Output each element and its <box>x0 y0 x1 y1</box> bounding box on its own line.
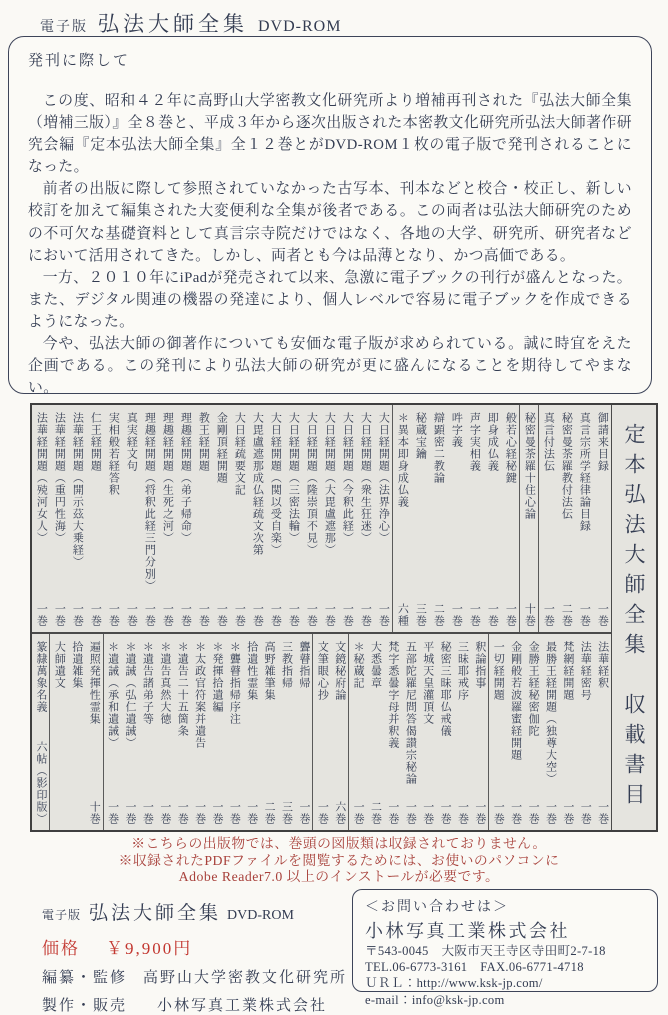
work-title: 声字実相義 <box>468 412 481 472</box>
catalog-row-top <box>32 405 611 632</box>
work-title: 般若心経秘鍵 <box>504 412 517 484</box>
volume-count: 一巻 <box>596 603 609 627</box>
work-title: 真言付法伝 <box>542 412 555 472</box>
product-line <box>42 898 347 925</box>
note-line: ※こちらの出版物では、巻頭の図版類は収録されておりません。 <box>131 836 547 851</box>
catalog-entry <box>331 634 348 830</box>
catalog-entry <box>158 405 176 632</box>
work-title: 大毘盧遮那成仏経疏文次第 <box>251 412 264 556</box>
note-line: ※収録されたPDFファイルを閲覧するためには、お使いのパソコンに <box>118 852 560 868</box>
volume-count: 一巻 <box>542 603 555 627</box>
catalog-entry <box>140 405 158 632</box>
preface-paragraph: 今や、弘法大師の御著作についても安価な電子版が求められている。誠に時宜をえた企画である。この発刊により弘法大師の研究が更に盛んになることを期待してやまない。 <box>28 336 632 397</box>
work-title: 真実経文句 <box>125 412 138 472</box>
catalog-entry <box>173 634 190 830</box>
volume-count: 一巻 <box>210 801 223 825</box>
catalog-entry <box>225 634 242 830</box>
preface-paragraph: 一方、２０１０年にiPadが発売されて以来、急激に電子ブックの刊行が盛んとなった。また、デジタル関連の機器の発達により、個人レベルで容易に電子ブックを作成できるようになった。 <box>28 269 632 330</box>
catalog-group <box>50 634 103 830</box>
work-title: 高野雑筆集 <box>263 641 276 701</box>
volume-count: 二巻 <box>263 801 276 825</box>
work-title: 秘密曼荼羅十住心論 <box>523 412 536 520</box>
work-title: 五部陀羅尼問答偈讃宗秘論 <box>404 641 417 785</box>
work-title: 文鏡秘府論 <box>333 641 346 701</box>
catalog-entry <box>393 405 411 632</box>
catalog-entry <box>374 405 392 632</box>
work-title: 大日経開題（隆崇頂不見） <box>305 412 318 556</box>
preface-heading: 発刊に際して <box>28 53 131 69</box>
work-title: 大日経開題（今釈此経） <box>341 412 354 544</box>
volume-count: 一巻 <box>352 801 365 825</box>
catalog-entry <box>471 634 488 830</box>
contact-company: 小林写真工業株式会社 <box>365 921 570 941</box>
catalog-entry <box>278 634 295 830</box>
volume-count: 一巻 <box>251 603 264 627</box>
volume-count: 一巻 <box>179 603 192 627</box>
media-label: DVD-ROM <box>258 18 342 35</box>
volume-count: 一巻 <box>579 801 592 825</box>
catalog-entry <box>453 634 470 830</box>
volume-count: 一巻 <box>233 603 246 627</box>
preface-paragraph: この度、昭和４２年に高野山大学密教文化研究所より増補再刊された『弘法大師全集（増補三版）』全８巻と、平成３年から逐次出版された本密教文化研究所弘法大師著作研究会編『定本弘法大師全集』全１２巻とがDVD-ROM１枚の電子版で発刊されることになった。 <box>28 93 632 176</box>
volume-count: 一巻 <box>596 801 609 825</box>
catalog-group <box>489 634 611 830</box>
catalog-entry <box>208 634 225 830</box>
work-title: 三教指帰 <box>280 641 293 689</box>
volume-count: 一巻 <box>89 603 102 627</box>
catalog-title: 定本弘法大師全集 収載書目 <box>622 422 646 813</box>
volume-count: 一巻 <box>141 801 154 825</box>
volume-count: 一巻 <box>197 603 210 627</box>
work-title: 御請来目録 <box>596 412 609 472</box>
work-title: 理趣経開題（弟子帰命） <box>179 412 192 544</box>
volume-count: 一巻 <box>161 603 174 627</box>
preface-box <box>8 36 652 397</box>
volume-count: 一巻 <box>386 801 399 825</box>
work-title: ＊聾瞽指帰序注 <box>228 641 241 725</box>
catalog-entry <box>194 405 212 632</box>
work-title: 理趣経開題（将釈此経三門分別） <box>143 412 156 592</box>
contact-box <box>352 889 658 1007</box>
volume-count: 一巻 <box>228 801 241 825</box>
credit-name: 小林写真工業株式会社 <box>157 998 328 1014</box>
catalog-group <box>104 634 314 830</box>
work-title: 大日経疏要文記 <box>233 412 246 496</box>
work-title: ＊遺告諸弟子等 <box>141 641 154 725</box>
catalog-rows <box>32 405 611 830</box>
volume-count: 一巻 <box>404 801 417 825</box>
catalog-entry <box>429 405 447 632</box>
catalog-group <box>539 405 611 632</box>
work-title: ＊遺誡（弘仁遺誡） <box>124 641 137 749</box>
catalog-entry <box>447 405 465 632</box>
catalog-entry <box>68 405 86 632</box>
work-title: ＊発揮拾遺編 <box>210 641 223 713</box>
work-title: 大日経開題（関以受自楽） <box>269 412 282 556</box>
credit-name: 高野山大学密教文化研究所 <box>143 970 348 986</box>
media-label: DVD-ROM <box>227 908 294 923</box>
work-title: 秘密曼荼羅教付法伝 <box>560 412 573 520</box>
preface-paragraph: 前者の出版に際して参照されていなかった古写本、刊本などと校合・校正し、新しい校訂を加えて編集された大変便利な全集が後者である。この両者は弘法大師研究のための不可欠な基礎資料として真言宗寺院だけではなく、各地の大学、研究所、研究者などにおいて活用されてきた。しかし、両者とも今は品薄となり、かつ高価である。 <box>28 181 632 264</box>
work-title: 大日経開題（大毘盧遮那） <box>323 412 336 556</box>
catalog-entry <box>243 634 260 830</box>
work-title: 拾遺性霊集 <box>245 641 258 701</box>
volume-count: 二巻 <box>369 801 382 825</box>
catalog-entry <box>411 405 429 632</box>
work-title: 釈論指事 <box>473 641 486 689</box>
catalog-entry <box>121 634 138 830</box>
catalog-entry <box>384 634 401 830</box>
work-title: 法華経開題（殑河女人） <box>35 412 48 544</box>
catalog-entry <box>465 405 483 632</box>
catalog-table <box>30 403 658 832</box>
work-title: ＊遺告真然大徳 <box>158 641 171 725</box>
contact-url: ＵＲＬ：http://www.ksk-jp.com/ <box>365 976 543 991</box>
work-title: 法華経釈 <box>596 641 609 689</box>
catalog-entry <box>86 405 104 632</box>
work-title: 大師遺文 <box>53 641 66 689</box>
catalog-entry <box>295 634 312 830</box>
work-title: 文筆眼心抄 <box>316 641 329 701</box>
catalog-entry <box>524 634 541 830</box>
edition-label: 電子版 <box>40 20 88 35</box>
credit-line <box>42 994 347 1015</box>
volume-count: 一巻 <box>176 801 189 825</box>
volume-count: 一巻 <box>143 603 156 627</box>
catalog-entry <box>575 405 593 632</box>
work-title: ＊太政官符案并遺告 <box>193 641 206 749</box>
catalog-group <box>393 405 520 632</box>
catalog-entry <box>260 634 277 830</box>
work-title: 教王経開題 <box>197 412 210 472</box>
catalog-entry <box>489 634 506 830</box>
volume-count: 一巻 <box>504 603 517 627</box>
contact-address: 〒543-0045 大阪市天王寺区寺田町2-7-18 <box>365 944 606 958</box>
catalog-entry <box>539 405 557 632</box>
catalog-entry <box>593 405 611 632</box>
work-title: 即身成仏義 <box>486 412 499 472</box>
catalog-entry <box>212 405 230 632</box>
work-title: 法華経開題（重円性海） <box>53 412 66 544</box>
catalog-entry <box>419 634 436 830</box>
volume-count: 一巻 <box>509 801 522 825</box>
volume-count: 一巻 <box>323 603 336 627</box>
work-title: 大日経開題（衆生狂迷） <box>359 412 372 544</box>
volume-count: 一巻 <box>193 801 206 825</box>
catalog-entry <box>104 405 122 632</box>
credit-role: 製作・販売 <box>42 998 128 1014</box>
catalog-group <box>313 634 349 830</box>
catalog-entry <box>436 634 453 830</box>
work-title: 金勝王経秘密伽陀 <box>527 641 540 737</box>
catalog-entry <box>501 405 519 632</box>
volume-count: 一巻 <box>124 801 137 825</box>
catalog-entry <box>104 634 121 830</box>
price-label: 価格 <box>42 939 80 958</box>
price-value: ￥9,900円 <box>106 939 193 958</box>
price-line <box>42 934 347 959</box>
work-title: 最勝王経開題（独尊大空） <box>544 641 557 785</box>
work-title: 平城天皇灌頂文 <box>421 641 434 725</box>
volume-count: 一巻 <box>421 801 434 825</box>
volume-count: 一巻 <box>450 603 463 627</box>
volume-count: 一巻 <box>158 801 171 825</box>
volume-count: 六帖（影印版） <box>35 741 48 825</box>
volume-count: 一巻 <box>125 603 138 627</box>
footer-product-block <box>42 898 347 1015</box>
product-title: 弘法大師全集 <box>89 903 222 924</box>
volume-count: 一巻 <box>106 801 119 825</box>
contact-tel-fax: TEL.06-6773-3161 FAX.06-6771-4718 <box>365 960 584 975</box>
catalog-entry <box>32 405 50 632</box>
catalog-entry <box>50 405 68 632</box>
work-title: 梵字悉曇字母并釈義 <box>386 641 399 749</box>
volume-count: 一巻 <box>71 603 84 627</box>
volume-count: 一巻 <box>287 603 300 627</box>
work-title: ＊秘蔵記 <box>352 641 365 689</box>
volume-count: 三巻 <box>280 801 293 825</box>
work-title: 一切経開題 <box>492 641 505 701</box>
catalog-group <box>32 634 50 830</box>
volume-count: 一巻 <box>527 801 540 825</box>
catalog-entry <box>541 634 558 830</box>
volume-count: 一巻 <box>468 603 481 627</box>
note-line: Adobe Reader7.0 以上のインストールが必要です。 <box>178 869 500 884</box>
work-title: 金剛頂経開題 <box>215 412 228 484</box>
contact-heading: ＜お問い合わせは＞ <box>365 900 509 915</box>
work-title: 三昧耶戒序 <box>456 641 469 701</box>
volume-count: 二巻 <box>560 603 573 627</box>
work-title: 拾遺雑集 <box>70 641 83 689</box>
volume-count: 一巻 <box>316 801 329 825</box>
work-title: 実相般若経答釈 <box>107 412 120 496</box>
volume-count: 一巻 <box>297 801 310 825</box>
work-title: 真言宗所学経律論目録 <box>578 412 591 532</box>
catalog-entry <box>356 405 374 632</box>
volume-count: 二巻 <box>432 603 445 627</box>
catalog-entry <box>349 634 366 830</box>
volume-count: 六巻 <box>333 801 346 825</box>
contact-email: e-mail：info@ksk-jp.com <box>365 992 505 1007</box>
catalog-entry <box>50 634 67 830</box>
work-title: 大日経開題（法界浄心） <box>377 412 390 544</box>
catalog-group <box>349 634 489 830</box>
volume-count: 一巻 <box>341 603 354 627</box>
credit-role: 編纂・監修 <box>42 970 128 986</box>
catalog-entry <box>266 405 284 632</box>
volume-count: 一巻 <box>215 603 228 627</box>
volume-count: 一巻 <box>439 801 452 825</box>
work-title: ＊異本即身成仏義 <box>396 412 409 508</box>
catalog-entry <box>576 634 593 830</box>
catalog-entry <box>367 634 384 830</box>
catalog-row-bottom <box>32 632 611 830</box>
page-title: 弘法大師全集 <box>98 12 248 36</box>
catalog-group <box>32 405 393 632</box>
catalog-entry <box>191 634 208 830</box>
catalog-entry <box>122 405 140 632</box>
volume-count: 一巻 <box>486 603 499 627</box>
volume-count: 六種 <box>396 603 409 627</box>
page-header <box>40 8 341 38</box>
catalog-group <box>520 405 539 632</box>
work-title: 大日経開題（三密法輪） <box>287 412 300 544</box>
work-title: 金剛般若波羅蜜経開題 <box>509 641 522 761</box>
volume-count: 十巻 <box>88 801 101 825</box>
work-title: 吽字義 <box>450 412 463 448</box>
work-title: 遍照発揮性霊集 <box>88 641 101 725</box>
work-title: 梵網経開題 <box>561 641 574 701</box>
catalog-entry <box>483 405 501 632</box>
volume-count: 一巻 <box>377 603 390 627</box>
catalog-entry <box>559 634 576 830</box>
catalog-entry <box>32 634 49 830</box>
work-title: 法華経開題（開示茲大乗経） <box>71 412 84 568</box>
work-title: 秘蔵宝鑰 <box>414 412 427 460</box>
work-title: 法華経密号 <box>579 641 592 701</box>
work-title: 辯顕密二教論 <box>432 412 445 484</box>
catalog-entry <box>248 405 266 632</box>
work-title: 仁王経開題 <box>89 412 102 472</box>
work-title: ＊遺誡（承和遺誡） <box>106 641 119 749</box>
work-title: 秘密三昧耶仏戒儀 <box>439 641 452 737</box>
catalog-entry <box>313 634 330 830</box>
volume-count: 一巻 <box>35 603 48 627</box>
catalog-entry <box>520 405 538 632</box>
volume-count: 一巻 <box>544 801 557 825</box>
catalog-entry <box>507 634 524 830</box>
work-title: 理趣経開題（生死之河） <box>161 412 174 544</box>
catalog-entry <box>68 634 85 830</box>
catalog-entry <box>138 634 155 830</box>
catalog-entry <box>85 634 102 830</box>
volume-count: 一巻 <box>107 603 120 627</box>
volume-count: 一巻 <box>492 801 505 825</box>
catalog-entry <box>176 405 194 632</box>
catalog-entry <box>230 405 248 632</box>
work-title: 篆隸萬象名義 <box>35 641 48 713</box>
volume-count: 一巻 <box>473 801 486 825</box>
catalog-entry <box>557 405 575 632</box>
work-title: ＊遺告二十五箇条 <box>176 641 189 737</box>
volume-count: 一巻 <box>305 603 318 627</box>
catalog-entry <box>156 634 173 830</box>
work-title: 聾瞽指帰 <box>297 641 310 689</box>
volume-count: 一巻 <box>561 801 574 825</box>
volume-count: 一巻 <box>53 603 66 627</box>
catalog-entry <box>302 405 320 632</box>
volume-count: 十巻 <box>523 603 536 627</box>
volume-count: 一巻 <box>269 603 282 627</box>
catalog-side-title-column <box>611 405 656 830</box>
credit-line <box>42 966 347 987</box>
volume-count: 一巻 <box>245 801 258 825</box>
edition-label: 電子版 <box>42 908 82 922</box>
volume-count: 一巻 <box>359 603 372 627</box>
catalog-entry <box>284 405 302 632</box>
volume-count: 三巻 <box>414 603 427 627</box>
work-title: 大悉曇章 <box>369 641 382 689</box>
catalog-entry <box>401 634 418 830</box>
catalog-entry <box>594 634 611 830</box>
catalog-entry <box>320 405 338 632</box>
red-notes <box>30 836 648 886</box>
catalog-entry <box>338 405 356 632</box>
volume-count: 一巻 <box>578 603 591 627</box>
volume-count: 一巻 <box>456 801 469 825</box>
